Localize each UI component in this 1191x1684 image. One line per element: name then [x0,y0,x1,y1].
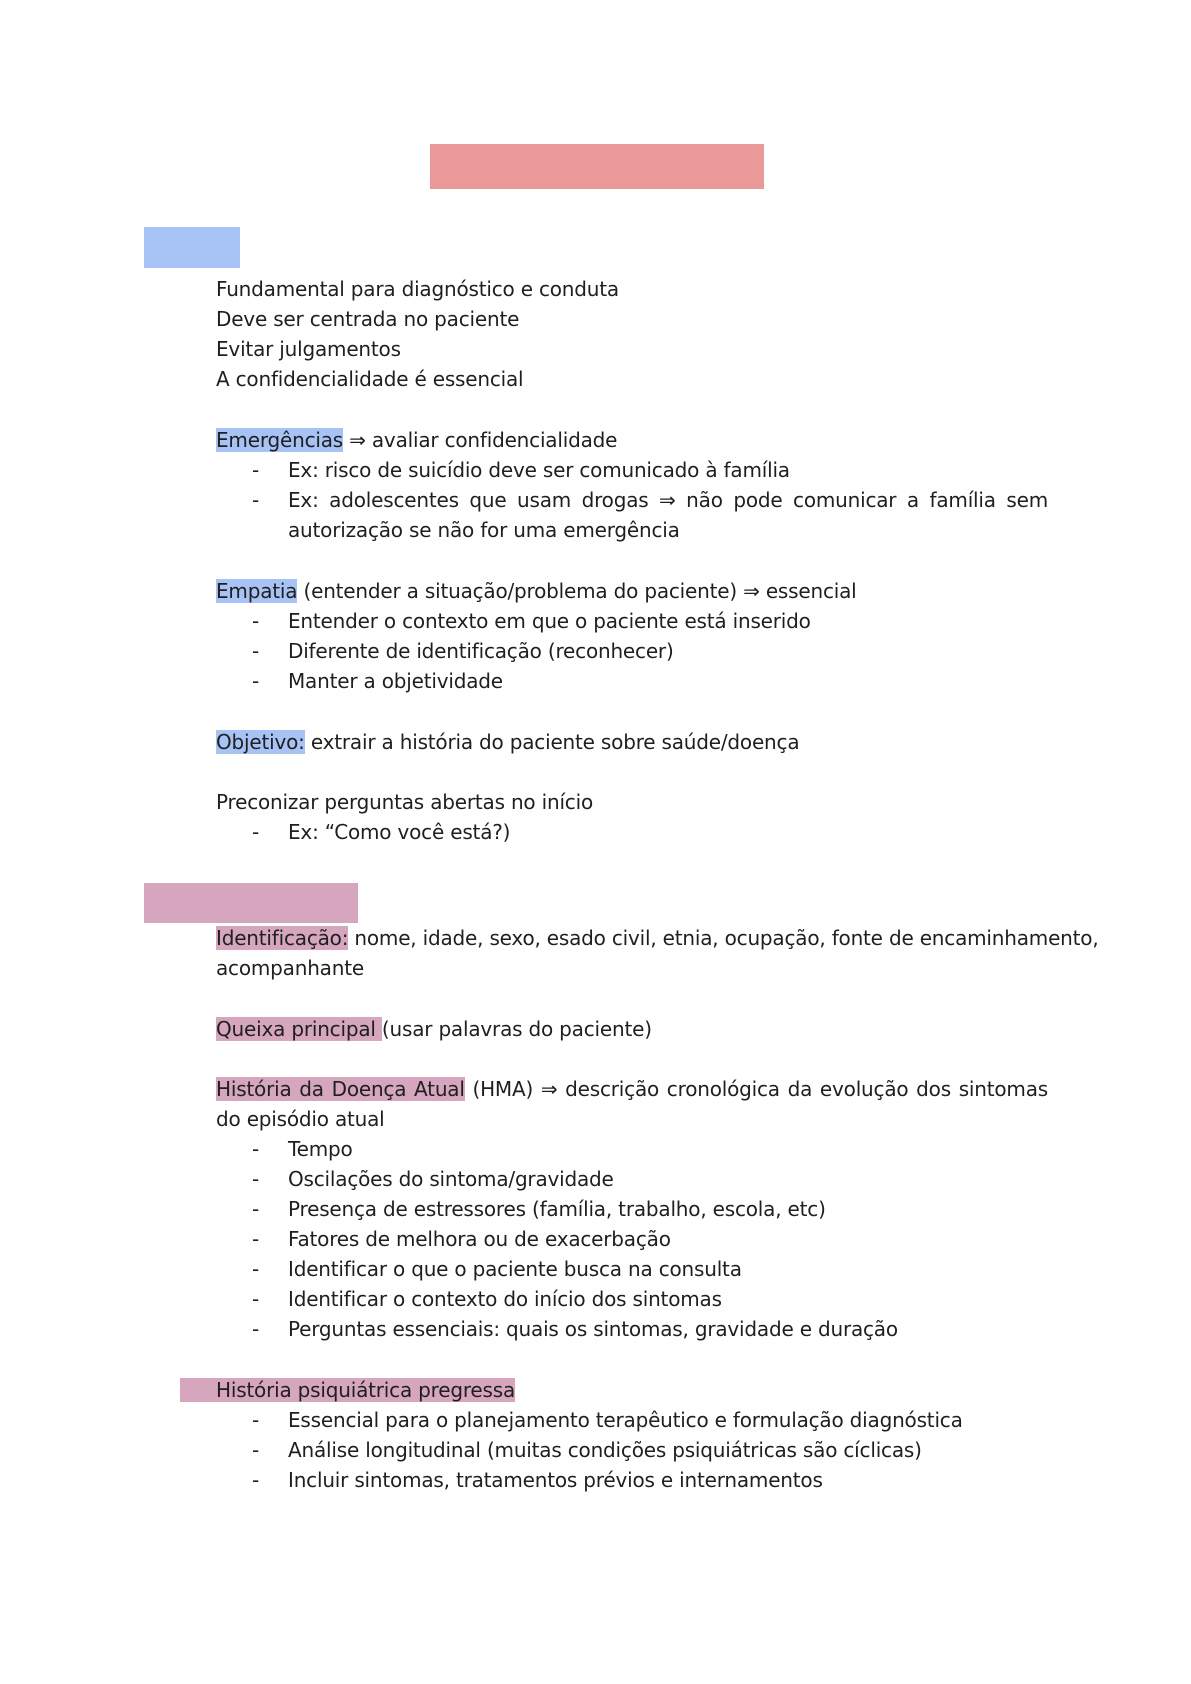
dash-bullet: - [252,669,260,693]
empatia-bullet-2: Diferente de identificação (reconhecer) [288,639,674,663]
preconizar-bullet: Ex: “Como você está?) [288,820,511,844]
objetivo-line [216,729,799,755]
objetivo-rest: extrair a história do paciente sobre saúde/doença [304,730,800,754]
queixa-term: Queixa principal [216,1017,382,1041]
intro-line-3: Evitar julgamentos [216,337,401,361]
dash-bullet: - [252,1197,260,1221]
dash-bullet: - [252,1317,260,1341]
dash-bullet: - [252,1137,260,1161]
queixa-line [216,1016,652,1042]
dash-bullet: - [252,820,260,844]
dash-bullet: - [252,1438,260,1462]
dash-bullet: - [252,458,260,482]
dash-bullet: - [252,1257,260,1281]
hma-term: História da Doença Atual [216,1077,465,1101]
pregressa-bullet-2: Análise longitudinal (muitas condições psiquiátricas são cíclicas) [288,1438,922,1462]
hma-bullet-4: Fatores de melhora ou de exacerbação [288,1227,671,1251]
pregressa-term: História psiquiátrica pregressa [180,1378,515,1402]
dash-bullet: - [252,609,260,633]
hma-line [216,1076,1048,1102]
hma-bullet-6: Identificar o contexto do início dos sintomas [288,1287,722,1311]
hma-bullet-3: Presença de estressores (família, trabalho, escola, etc) [288,1197,826,1221]
hma-bullet-5: Identificar o que o paciente busca na consulta [288,1257,742,1281]
empatia-rest: (entender a situação/problema do paciente) ⇒ essencial [297,579,857,603]
identificacao-line [216,925,1099,951]
section-1-heading-bar [144,227,240,268]
dash-bullet: - [252,1408,260,1432]
queixa-rest: (usar palavras do paciente) [381,1017,652,1041]
hma-bullet-2: Oscilações do sintoma/gravidade [288,1167,614,1191]
identificacao-term: Identificação: [216,926,349,950]
identificacao-rest: nome, idade, sexo, esado civil, etnia, ocupação, fonte de encaminhamento, [348,926,1099,950]
intro-line-2: Deve ser centrada no paciente [216,307,520,331]
intro-line-1: Fundamental para diagnóstico e conduta [216,277,619,301]
hma-bullet-7: Perguntas essenciais: quais os sintomas, gravidade e duração [288,1317,898,1341]
dash-bullet: - [252,1287,260,1311]
pregressa-bullet-3: Incluir sintomas, tratamentos prévios e internamentos [288,1468,823,1492]
hma-bullet-1: Tempo [288,1137,353,1161]
objetivo-term: Objetivo: [216,730,305,754]
pregressa-line [216,1377,515,1403]
hma-rest: (HMA) ⇒ descrição cronológica da evolução dos sintomas [464,1077,1048,1101]
empatia-term: Empatia [216,579,298,603]
empatia-bullet-3: Manter a objetividade [288,669,503,693]
title-bar [430,144,764,189]
hma-line-2: do episódio atual [216,1107,385,1131]
emergencias-rest: ⇒ avaliar confidencialidade [343,428,618,452]
section-2-heading-bar [144,883,358,923]
preconizar-line: Preconizar perguntas abertas no início [216,790,593,814]
empatia-line [216,578,857,604]
identificacao-line-2: acompanhante [216,956,364,980]
emergencias-bullet-2: Ex: adolescentes que usam drogas ⇒ não pode comunicar a família sem [288,488,1048,512]
emergencias-bullet-1: Ex: risco de suicídio deve ser comunicado à família [288,458,790,482]
emergencias-bullet-2-cont: autorização se não for uma emergência [288,518,680,542]
dash-bullet: - [252,1167,260,1191]
empatia-bullet-1: Entender o contexto em que o paciente está inserido [288,609,811,633]
intro-line-4: A confidencialidade é essencial [216,367,524,391]
dash-bullet: - [252,1468,260,1492]
emergencias-term: Emergências [216,428,343,452]
emergencias-line [216,427,617,453]
dash-bullet: - [252,639,260,663]
dash-bullet: - [252,1227,260,1251]
dash-bullet: - [252,488,260,512]
pregressa-bullet-1: Essencial para o planejamento terapêutico e formulação diagnóstica [288,1408,963,1432]
